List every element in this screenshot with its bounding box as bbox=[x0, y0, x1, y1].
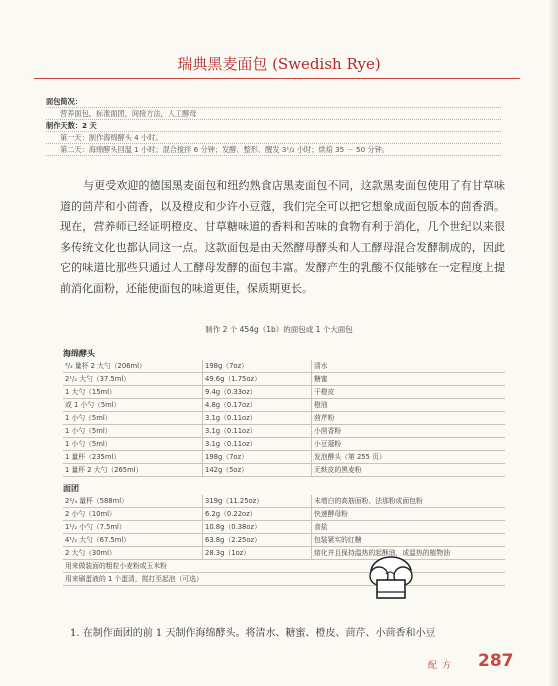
volume-cell: 2 大勺（30ml） bbox=[63, 547, 203, 559]
volume-cell: 1 量杯 2 大勺（265ml） bbox=[63, 464, 203, 476]
page-number: 287 bbox=[478, 651, 514, 671]
yield-caption: 制作 2 个 454g（1b）的面包或 1 个大面包 bbox=[205, 325, 353, 334]
ingredient-cell: 茴芹粉 bbox=[314, 414, 335, 422]
weight-cell: 49.6g（1.75oz） bbox=[203, 373, 312, 385]
weight-cell: 3.1g（0.11oz） bbox=[203, 438, 312, 450]
ingredient-cell: 小豆蔻粉 bbox=[314, 440, 342, 448]
page-edge-shadow bbox=[548, 0, 558, 686]
ingredient-cell: 熔化并且保持温热的起酥油，或温热的植物油 bbox=[314, 549, 450, 557]
summary-heading: 面包简况： bbox=[46, 96, 501, 108]
table-row bbox=[63, 508, 505, 521]
weight-cell: 142g（5oz） bbox=[203, 464, 312, 476]
summary-content: 营养面包，标准面团，间接方法，人工酵母 bbox=[46, 108, 501, 120]
chef-hat-icon bbox=[368, 554, 414, 608]
ingredient-cell: 小茴香粉 bbox=[314, 427, 342, 435]
volume-cell: 2 小勺（10ml） bbox=[63, 508, 203, 520]
weight-cell: 198g（7oz） bbox=[203, 451, 312, 463]
ingredient-cell: 无麸皮的黑麦粉 bbox=[314, 466, 362, 474]
sponge-heading: 海绵酵头 bbox=[63, 349, 95, 358]
recipe-title: 瑞典黑麦面包 (Swedish Rye) bbox=[177, 55, 381, 73]
title-rule bbox=[34, 78, 520, 79]
ingredient-cell: 食盐 bbox=[314, 523, 328, 531]
intro-paragraph: 与更受欢迎的德国黑麦面包和纽约熟食店黑麦面包不同，这款黑麦面包使用了有甘草味道的茴芹和小茴香，以及橙皮和少许小豆蔻，我们完全可以把它想象成面包版本的茴香酒。现在，营养师已经证明橙皮、甘草糖味道的香料和苦味的食物有利于消化，几个世纪以来很多传统文化也都认同这一点。这款面包是由天然酵母酵头和人工酵母混合发酵制成的，因此它的味道比那些只通过人工酵母发酵的面包丰富。发酵产生的乳酸不仅能够在一定程度上提前消化面粉，还能使面包的味道更佳，保质期更长。 bbox=[60, 179, 505, 295]
ingredient-table bbox=[63, 347, 505, 586]
weight-cell: 6.2g（0.22oz） bbox=[203, 508, 312, 520]
note-row: 用来做装面的粗粒小麦粉或玉米粉 bbox=[63, 560, 505, 573]
weight-cell: 28.3g（1oz） bbox=[203, 547, 312, 559]
ingredient-cell: 快速酵母粉 bbox=[314, 510, 348, 518]
weight-cell: 198g（7oz） bbox=[203, 360, 312, 372]
table-row bbox=[63, 438, 505, 451]
volume-cell: ³/₄ 量杯 2 大勺（206ml） bbox=[63, 360, 203, 372]
step-one: 1. 在制作面团的前 1 天制作海绵酵头。将清水、糖蜜、橙皮、茴芹、小茴香和小豆 bbox=[70, 628, 436, 639]
ingredient-cell: 包装紧实的红糖 bbox=[314, 536, 362, 544]
ingredient-cell: 未增白的高筋面粉、法那粉或面包粉 bbox=[314, 497, 423, 505]
bread-summary bbox=[46, 96, 501, 156]
days-heading: 制作天数：2 天 bbox=[46, 120, 501, 132]
weight-cell: 10.8g（0.38oz） bbox=[203, 521, 312, 533]
table-row bbox=[63, 451, 505, 464]
table-row bbox=[63, 464, 505, 477]
weight-cell: 9.4g（0.33oz） bbox=[203, 386, 312, 398]
volume-cell: 4¹/₂ 大勺（67.5ml） bbox=[63, 534, 203, 546]
table-row bbox=[63, 412, 505, 425]
ingredient-cell: 橙油 bbox=[314, 401, 328, 409]
volume-cell: 2²/₃ 量杯（588ml） bbox=[63, 495, 203, 507]
volume-cell: 1 小勺（5ml） bbox=[63, 412, 203, 424]
dough-heading: 面团 bbox=[63, 484, 79, 493]
table-row bbox=[63, 547, 505, 560]
weight-cell: 63.8g（2.25oz） bbox=[203, 534, 312, 546]
ingredient-cell: 糖蜜 bbox=[314, 375, 328, 383]
table-row bbox=[63, 534, 505, 547]
table-row bbox=[63, 521, 505, 534]
weight-cell: 4.8g（0.17oz） bbox=[203, 399, 312, 411]
table-row bbox=[63, 360, 505, 373]
volume-cell: 1 量杯（235ml） bbox=[63, 451, 203, 463]
weight-cell: 3.1g（0.11oz） bbox=[203, 412, 312, 424]
ingredient-cell: 发泡酵头（第 255 页） bbox=[314, 453, 386, 461]
volume-cell: 1¹/₂ 小勺（7.5ml） bbox=[63, 521, 203, 533]
table-row bbox=[63, 373, 505, 386]
volume-cell: 1 小勺（5ml） bbox=[63, 438, 203, 450]
weight-cell: 3.1g（0.11oz） bbox=[203, 425, 312, 437]
day-one: 第一天：制作海绵酵头 4 小时。 bbox=[46, 132, 501, 144]
table-row bbox=[63, 386, 505, 399]
volume-cell: 或 1 小勺（5ml） bbox=[63, 399, 203, 411]
footer-section-label: 配方 bbox=[428, 661, 457, 671]
ingredient-cell: 干橙皮 bbox=[314, 388, 335, 396]
table-row bbox=[63, 425, 505, 438]
table-row bbox=[63, 495, 505, 508]
volume-cell: 2¹/₂ 大勺（37.5ml） bbox=[63, 373, 203, 385]
volume-cell: 1 大勺（15ml） bbox=[63, 386, 203, 398]
day-two: 第二天：海绵酵头回温 1 小时；混合搅拌 6 分钟；发酵、整形、醒发 3¹/₂ 小时；烘焙 35 － 50 分钟。 bbox=[46, 144, 501, 156]
note-row: 用来刷蛋液的 1 个蛋清，搅打至起泡（可选） bbox=[63, 573, 505, 586]
ingredient-cell: 清水 bbox=[314, 362, 328, 370]
volume-cell: 1 小勺（5ml） bbox=[63, 425, 203, 437]
weight-cell: 319g（11.25oz） bbox=[203, 495, 312, 507]
table-row bbox=[63, 399, 505, 412]
